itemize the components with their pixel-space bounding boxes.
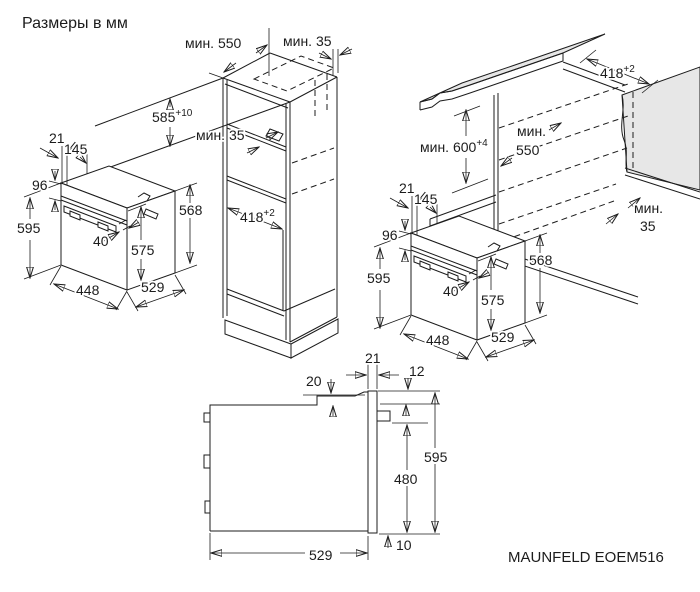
dim-ovenL-top-depth: 145 <box>64 141 88 157</box>
dim-ovenL-frame: 21 <box>49 130 65 146</box>
dim-side-height: 595 <box>424 449 448 465</box>
dim-ovenL-handle: 40 <box>93 233 109 249</box>
dim-uc-rear-width: $418^{+2}$ <box>600 64 635 81</box>
dim-side-door-thickness: 21 <box>365 350 381 366</box>
dim-ovenL-body-height: 568 <box>179 202 203 218</box>
dim-ovenR-frame: 21 <box>399 180 415 196</box>
dim-ovenR-handle: 40 <box>443 283 459 299</box>
dim-side-top-clearance: 12 <box>409 363 425 379</box>
dim-column-rear-top-gap: мин. 35 <box>283 33 332 49</box>
page-title: Размеры в мм <box>22 15 128 32</box>
dim-side-depth: 529 <box>309 547 333 563</box>
dim-side-top-step: 20 <box>306 373 322 389</box>
dim-ovenR-panel-height: 96 <box>382 227 398 243</box>
dim-ovenL-panel-height: 96 <box>32 177 48 193</box>
dim-side-rear-height: 480 <box>394 471 418 487</box>
dim-ovenL-width: 448 <box>76 282 100 298</box>
oven-right-view <box>374 195 547 361</box>
dim-ovenR-height: 595 <box>367 270 391 286</box>
dim-ovenL-depth: 529 <box>141 279 165 295</box>
dim-side-bottom-clearance: 10 <box>396 537 412 553</box>
dim-uc-depth-word: мин. <box>517 123 547 139</box>
dim-uc-rear-gap-word: мин. <box>634 200 664 216</box>
dim-ovenR-door-height: 575 <box>481 292 505 308</box>
dim-ovenR-body-height: 568 <box>529 252 553 268</box>
dim-uc-rear-gap-value: 35 <box>640 218 656 234</box>
dim-ovenL-height: 595 <box>17 220 41 236</box>
dim-ovenR-width: 448 <box>426 332 450 348</box>
dim-column-shelf-gap: мин. 35 <box>196 127 245 143</box>
model-label: MAUNFELD EOEM516 <box>508 549 664 566</box>
side-profile-view <box>204 362 440 560</box>
dim-uc-depth-value: 550 <box>516 142 540 158</box>
dim-ovenR-depth: 529 <box>491 329 515 345</box>
dim-uc-niche-height: мин. $600^{+4}$ <box>420 138 488 155</box>
dim-column-rear-width: $418^{+2}$ <box>240 208 275 225</box>
dim-ovenR-top-depth: 145 <box>414 191 438 207</box>
dim-column-niche-height: $585^{+10}$ <box>152 108 193 125</box>
dim-ovenL-door-height: 575 <box>131 242 155 258</box>
dim-column-depth-min: мин. 550 <box>185 35 242 51</box>
oven-left-view <box>24 145 197 311</box>
